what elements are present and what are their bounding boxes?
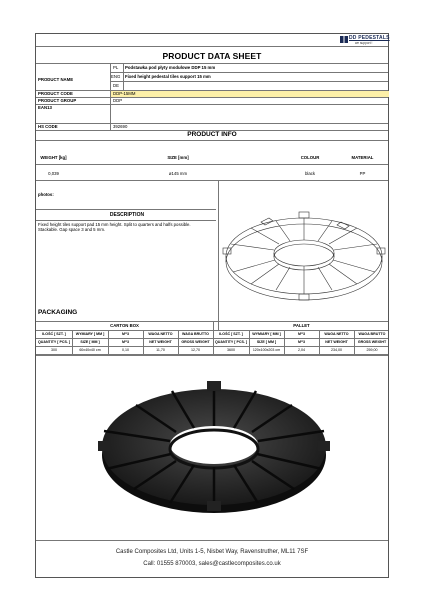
- packaging-header-cell: WYMIARY [ MM ]: [75, 332, 105, 336]
- size-value: ø145 mm: [168, 171, 188, 176]
- packaging-header-cell: WAGA BRUTTO: [182, 332, 209, 336]
- packaging-header-cell: GROSS WEIGHT: [357, 340, 387, 344]
- material-header: MATERIAL: [351, 155, 374, 160]
- product-info-heading: PRODUCT INFO: [187, 131, 237, 138]
- packaging-header-cell: M^3: [121, 340, 130, 344]
- brand-logo-tagline: we support !: [355, 41, 373, 45]
- packaging-header-cell: M^3: [297, 332, 306, 336]
- packaging-header-cell: WAGA NETTO: [148, 332, 173, 336]
- description-heading: DESCRIPTION: [109, 212, 145, 218]
- packaging-value-cell: 300: [51, 348, 57, 352]
- hs-code-label: HS CODE: [38, 124, 58, 129]
- lang-pl: PL: [113, 65, 119, 70]
- packaging-header-cell: QUANTITY [ PCS. ]: [37, 340, 71, 344]
- footer-address: Castle Composites Ltd, Units 1-5, Nisbet Way, Ravenstruther, ML11 7SF: [115, 549, 309, 555]
- packaging-header-cell: M^3: [121, 332, 130, 336]
- packaging-header-cell: GROSS WEIGHT: [181, 340, 210, 344]
- brand-logo-text: DD PEDESTALS: [349, 35, 390, 41]
- colour-value: black: [304, 171, 316, 176]
- product-code-value: DDP-15MM: [113, 91, 136, 96]
- packaging-header-cell: M^3: [297, 340, 306, 344]
- packaging-header-cell: WAGA NETTO: [324, 332, 349, 336]
- page-title: PRODUCT DATA SHEET: [162, 51, 262, 61]
- packaging-value-cell: 60x40x40 cm: [79, 348, 101, 352]
- product-name-pl: Podstawka pod płyty modułowe DDP 15 mm: [125, 65, 216, 70]
- packaging-header-cell: NET WEIGHT: [149, 340, 172, 344]
- material-value: PP: [359, 171, 366, 176]
- product-group-value: DDP: [113, 98, 123, 103]
- carton-box-heading: CARTON BOX: [110, 323, 139, 328]
- product-photo: [96, 369, 332, 524]
- packaging-value-cell: 234,00: [331, 348, 342, 352]
- size-header: SIZE [mm]: [167, 155, 189, 160]
- packaging-value-cell: 2,04: [298, 348, 305, 352]
- product-code-label: PRODUCT CODE: [38, 91, 73, 96]
- product-name-label: PRODUCT NAME: [38, 77, 74, 82]
- lang-de: DE: [113, 83, 119, 88]
- packaging-value-cell: 12,70: [191, 348, 200, 352]
- packaging-value-cell: 11,70: [156, 348, 165, 352]
- packaging-header-cell: SIZE [ MM ]: [80, 340, 100, 344]
- description-line-1: Fixed height tiles support pad 15 mm height. Split to quarters and halfs possible.: [38, 222, 191, 227]
- photos-label: photos:: [38, 192, 54, 197]
- weight-value: 0,039: [48, 171, 59, 176]
- packaging-value-cell: 259,00: [366, 348, 378, 352]
- packaging-header-cell: WYMIARY [ MM ]: [252, 332, 281, 336]
- description-line-2: Stackable. Gap space 3 and 5 mm.: [38, 227, 106, 232]
- lang-eng: ENG: [111, 74, 121, 79]
- brand-logo: [337, 35, 390, 46]
- product-line-drawing: [221, 182, 387, 327]
- footer-contact: Call: 01555 870003, sales@castlecomposites.co.uk: [143, 561, 281, 567]
- pedestal-logo-icon: [340, 36, 348, 43]
- ean13-label: EAN13: [38, 105, 52, 110]
- packaging-header-cell: NET WEIGHT: [325, 340, 348, 344]
- packaging-value-cell: 3600: [227, 348, 235, 352]
- packaging-value-cell: 120x100x203 cm: [252, 348, 281, 352]
- hs-code-value: 392690: [113, 124, 128, 129]
- packaging-header-cell: ILOŚĆ [ SZT. ]: [219, 332, 243, 336]
- packaging-header-cell: WAGA BRUTTO: [358, 332, 386, 336]
- data-sheet: [35, 33, 389, 578]
- packaging-header-cell: ILOŚĆ [ SZT. ]: [42, 332, 66, 336]
- packaging-header-cell: SIZE [ MM ]: [256, 340, 277, 344]
- weight-header: WEIGHT [kg]: [40, 155, 67, 160]
- product-name-eng: Fixed height pedestal tiles support 15 mm: [125, 74, 211, 79]
- pallet-heading: PALLET: [293, 323, 310, 328]
- packaging-value-cell: 0,10: [122, 348, 129, 352]
- product-group-label: PRODUCT GROUP: [38, 98, 77, 103]
- colour-header: COLOUR: [300, 155, 320, 160]
- packaging-heading: PACKAGING: [38, 309, 78, 316]
- packaging-header-cell: QUANTITY [ PCS. ]: [214, 340, 248, 344]
